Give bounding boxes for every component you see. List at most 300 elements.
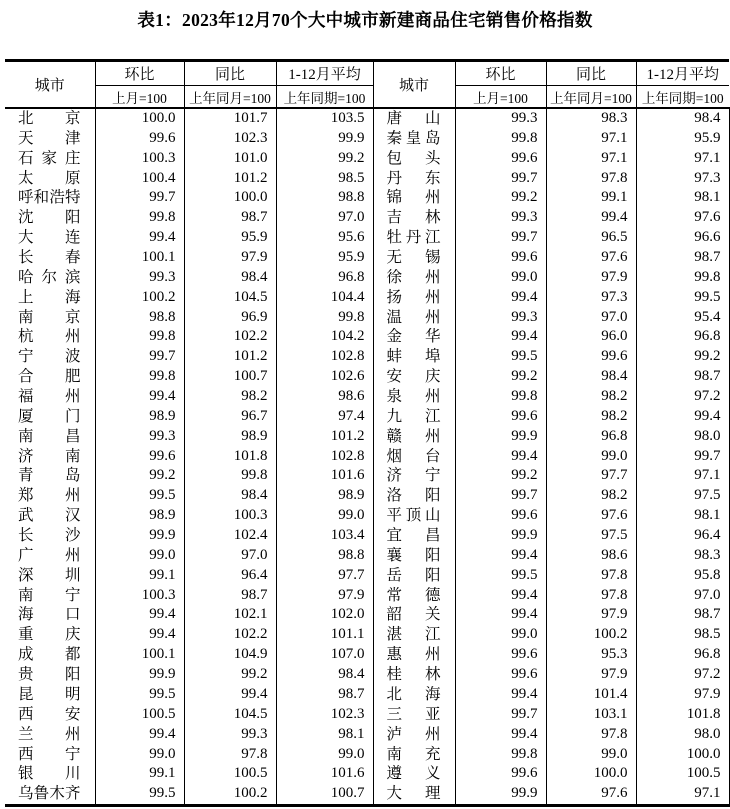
value-cell: 99.0: [546, 745, 636, 765]
value-cell: 97.1: [636, 466, 729, 486]
value-cell: 98.7: [184, 586, 276, 606]
table-row: [5, 327, 729, 347]
city-cell: [5, 447, 95, 467]
city-name: 韶 关: [386, 606, 441, 624]
value-cell: 99.5: [95, 784, 184, 805]
city-name: 扬 州: [386, 288, 441, 306]
header-cell-avg-base-left: 上年同期=100: [276, 86, 373, 109]
value-cell: 104.5: [184, 288, 276, 308]
value-cell: 99.5: [455, 566, 546, 586]
value-cell: 99.2: [95, 466, 184, 486]
table-row: [5, 506, 729, 526]
value-cell: 98.8: [95, 308, 184, 328]
table-row: [5, 108, 729, 129]
value-cell: 99.9: [95, 665, 184, 685]
value-cell: 99.0: [546, 447, 636, 467]
city-cell: [5, 546, 95, 566]
value-cell: 99.8: [184, 466, 276, 486]
value-cell: 97.9: [636, 685, 729, 705]
header-cell-mom-left: 环比: [95, 61, 184, 86]
value-cell: 99.6: [455, 248, 546, 268]
city-cell: [373, 268, 455, 288]
value-cell: 100.0: [546, 764, 636, 784]
table-row: [5, 685, 729, 705]
value-cell: 99.1: [95, 764, 184, 784]
value-cell: 99.8: [636, 268, 729, 288]
table-body: [5, 108, 729, 806]
table-row: [5, 526, 729, 546]
value-cell: 96.9: [184, 308, 276, 328]
city-name: 赣 州: [386, 427, 441, 445]
value-cell: 97.9: [546, 268, 636, 288]
value-cell: 99.6: [455, 149, 546, 169]
value-cell: 98.5: [276, 169, 373, 189]
city-name: 南 充: [386, 745, 441, 763]
value-cell: 100.3: [95, 586, 184, 606]
city-name: 济 宁: [386, 467, 441, 485]
value-cell: 97.1: [546, 149, 636, 169]
value-cell: 97.0: [546, 308, 636, 328]
value-cell: 99.6: [546, 347, 636, 367]
city-cell: [373, 347, 455, 367]
value-cell: 101.6: [276, 764, 373, 784]
value-cell: 103.4: [276, 526, 373, 546]
city-cell: [373, 149, 455, 169]
value-cell: 100.0: [636, 745, 729, 765]
value-cell: 99.8: [95, 327, 184, 347]
city-cell: [5, 208, 95, 228]
value-cell: 98.7: [636, 248, 729, 268]
value-cell: 99.6: [455, 665, 546, 685]
value-cell: 103.5: [276, 108, 373, 129]
city-cell: [5, 605, 95, 625]
value-cell: 99.7: [95, 188, 184, 208]
value-cell: 99.5: [95, 685, 184, 705]
value-cell: 97.8: [546, 725, 636, 745]
city-cell: [5, 566, 95, 586]
table-row: [5, 288, 729, 308]
city-name: 徐 州: [386, 268, 441, 286]
value-cell: 98.2: [546, 407, 636, 427]
value-cell: 99.4: [455, 546, 546, 566]
table-row: [5, 447, 729, 467]
value-cell: 99.3: [455, 308, 546, 328]
city-cell: [5, 645, 95, 665]
value-cell: 99.4: [95, 605, 184, 625]
value-cell: 99.0: [276, 745, 373, 765]
city-name: 长 沙: [18, 527, 81, 545]
table-row: [5, 149, 729, 169]
value-cell: 98.8: [276, 188, 373, 208]
city-cell: [373, 308, 455, 328]
city-name: 遵 义: [386, 765, 441, 783]
city-cell: [373, 526, 455, 546]
city-name: 哈 尔 滨: [18, 268, 81, 286]
city-cell: [373, 725, 455, 745]
city-name: 秦 皇 岛: [386, 129, 441, 147]
value-cell: 99.2: [455, 466, 546, 486]
city-name: 济 南: [18, 447, 81, 465]
city-cell: [373, 625, 455, 645]
value-cell: 97.8: [546, 566, 636, 586]
table-row: [5, 248, 729, 268]
header-row-1: [5, 61, 729, 86]
value-cell: 99.5: [95, 486, 184, 506]
value-cell: 98.6: [276, 387, 373, 407]
value-cell: 98.4: [546, 367, 636, 387]
value-cell: 99.6: [455, 764, 546, 784]
city-cell: [5, 526, 95, 546]
value-cell: 96.8: [276, 268, 373, 288]
value-cell: 97.3: [636, 169, 729, 189]
value-cell: 99.5: [455, 347, 546, 367]
city-cell: [373, 566, 455, 586]
value-cell: 96.7: [184, 407, 276, 427]
table-row: [5, 367, 729, 387]
city-cell: [373, 546, 455, 566]
header-cell-city-left: 城市: [5, 61, 95, 109]
city-cell: [373, 784, 455, 805]
value-cell: 99.7: [455, 705, 546, 725]
city-name: 西 安: [18, 705, 81, 723]
city-name: 福 州: [18, 388, 81, 406]
city-cell: [5, 149, 95, 169]
value-cell: 97.3: [546, 288, 636, 308]
header-cell-yoy-right: 同比: [546, 61, 636, 86]
value-cell: 98.7: [636, 605, 729, 625]
value-cell: 101.7: [184, 108, 276, 129]
table-row: [5, 605, 729, 625]
value-cell: 98.9: [276, 486, 373, 506]
city-name: 安 庆: [386, 368, 441, 386]
value-cell: 98.3: [546, 108, 636, 129]
city-name: 大 理: [386, 785, 441, 803]
city-cell: [5, 427, 95, 447]
value-cell: 100.5: [636, 764, 729, 784]
value-cell: 99.6: [95, 447, 184, 467]
value-cell: 97.9: [546, 605, 636, 625]
table-row: [5, 169, 729, 189]
value-cell: 103.1: [546, 705, 636, 725]
value-cell: 99.7: [455, 228, 546, 248]
city-cell: [5, 347, 95, 367]
value-cell: 99.4: [455, 685, 546, 705]
value-cell: 97.9: [276, 586, 373, 606]
city-cell: [373, 447, 455, 467]
city-name: 石 家 庄: [18, 149, 81, 167]
city-name: 洛 阳: [386, 487, 441, 505]
value-cell: 99.1: [546, 188, 636, 208]
city-name: 重 庆: [18, 626, 81, 644]
city-name: 银 川: [18, 765, 81, 783]
value-cell: 102.1: [184, 605, 276, 625]
value-cell: 98.2: [546, 387, 636, 407]
city-cell: [373, 506, 455, 526]
city-name: 锦 州: [386, 189, 441, 207]
value-cell: 99.3: [455, 108, 546, 129]
value-cell: 98.8: [276, 546, 373, 566]
city-name: 北 京: [18, 110, 81, 127]
value-cell: 99.9: [455, 526, 546, 546]
value-cell: 102.6: [276, 367, 373, 387]
city-name: 无 锡: [386, 249, 441, 267]
header-row-2: [5, 86, 729, 109]
price-index-table: [5, 59, 730, 807]
header-cell-avg-left: 1-12月平均: [276, 61, 373, 86]
city-cell: [373, 764, 455, 784]
value-cell: 102.8: [276, 447, 373, 467]
value-cell: 97.5: [546, 526, 636, 546]
value-cell: 98.9: [95, 407, 184, 427]
city-cell: [373, 466, 455, 486]
value-cell: 96.8: [636, 327, 729, 347]
header-cell-yoy-base-left: 上年同月=100: [184, 86, 276, 109]
value-cell: 104.4: [276, 288, 373, 308]
city-cell: [5, 108, 95, 129]
city-cell: [5, 665, 95, 685]
value-cell: 99.7: [95, 347, 184, 367]
city-name: 昆 明: [18, 685, 81, 703]
value-cell: 99.8: [276, 308, 373, 328]
city-cell: [373, 605, 455, 625]
value-cell: 99.3: [95, 427, 184, 447]
value-cell: 100.1: [95, 645, 184, 665]
header-cell-mom-right: 环比: [455, 61, 546, 86]
city-cell: [373, 427, 455, 447]
table-row: [5, 745, 729, 765]
city-name: 上 海: [18, 288, 81, 306]
value-cell: 96.5: [546, 228, 636, 248]
value-cell: 97.6: [546, 248, 636, 268]
table-row: [5, 486, 729, 506]
value-cell: 97.9: [546, 665, 636, 685]
value-cell: 104.2: [276, 327, 373, 347]
city-name: 丹 东: [386, 169, 441, 187]
header-cell-avg-right: 1-12月平均: [636, 61, 729, 86]
city-cell: [373, 228, 455, 248]
table-row: [5, 546, 729, 566]
value-cell: 99.8: [455, 129, 546, 149]
value-cell: 107.0: [276, 645, 373, 665]
value-cell: 99.4: [95, 228, 184, 248]
table-row: [5, 347, 729, 367]
city-name: 牡 丹 江: [386, 229, 441, 247]
value-cell: 99.3: [455, 208, 546, 228]
value-cell: 99.0: [455, 268, 546, 288]
city-name: 杭 州: [18, 328, 81, 346]
value-cell: 97.0: [184, 546, 276, 566]
city-name: 郑 州: [18, 487, 81, 505]
city-cell: [5, 586, 95, 606]
city-cell: [373, 407, 455, 427]
value-cell: 98.5: [636, 625, 729, 645]
city-name: 唐 山: [386, 110, 441, 127]
value-cell: 95.6: [276, 228, 373, 248]
city-cell: [5, 625, 95, 645]
header-cell-avg-base-right: 上年同期=100: [636, 86, 729, 109]
city-cell: [5, 764, 95, 784]
city-cell: [373, 188, 455, 208]
value-cell: 99.1: [95, 566, 184, 586]
city-cell: [5, 129, 95, 149]
city-cell: [373, 586, 455, 606]
city-name: 合 肥: [18, 368, 81, 386]
table-row: [5, 308, 729, 328]
value-cell: 100.2: [95, 288, 184, 308]
table-row: [5, 387, 729, 407]
city-name: 三 亚: [386, 705, 441, 723]
value-cell: 99.4: [455, 447, 546, 467]
value-cell: 102.2: [184, 625, 276, 645]
value-cell: 95.8: [636, 566, 729, 586]
city-name: 湛 江: [386, 626, 441, 644]
city-name: 泉 州: [386, 388, 441, 406]
value-cell: 98.9: [184, 427, 276, 447]
city-cell: [373, 665, 455, 685]
city-name: 常 德: [386, 586, 441, 604]
value-cell: 99.4: [546, 208, 636, 228]
value-cell: 96.0: [546, 327, 636, 347]
value-cell: 99.0: [95, 546, 184, 566]
table-row: [5, 586, 729, 606]
value-cell: 99.3: [184, 725, 276, 745]
value-cell: 99.4: [184, 685, 276, 705]
city-cell: [5, 486, 95, 506]
value-cell: 99.7: [455, 169, 546, 189]
city-cell: [373, 685, 455, 705]
city-cell: [5, 169, 95, 189]
value-cell: 99.0: [455, 625, 546, 645]
value-cell: 97.6: [636, 208, 729, 228]
value-cell: 102.2: [184, 327, 276, 347]
city-name: 兰 州: [18, 725, 81, 743]
table-row: [5, 427, 729, 447]
value-cell: 100.5: [95, 705, 184, 725]
table-row: [5, 268, 729, 288]
city-cell: [5, 387, 95, 407]
value-cell: 97.1: [546, 129, 636, 149]
city-cell: [5, 288, 95, 308]
city-cell: [373, 387, 455, 407]
value-cell: 97.7: [546, 466, 636, 486]
city-name: 桂 林: [386, 666, 441, 684]
city-name: 襄 阳: [386, 546, 441, 564]
city-name: 厦 门: [18, 407, 81, 425]
city-cell: [5, 367, 95, 387]
city-name: 蚌 埠: [386, 348, 441, 366]
value-cell: 99.9: [276, 129, 373, 149]
value-cell: 100.4: [95, 169, 184, 189]
city-name: 平 顶 山: [386, 507, 441, 525]
value-cell: 97.6: [546, 784, 636, 805]
city-cell: [373, 248, 455, 268]
city-name: 太 原: [18, 169, 81, 187]
city-name: 宁 波: [18, 348, 81, 366]
value-cell: 102.3: [276, 705, 373, 725]
value-cell: 97.5: [636, 486, 729, 506]
value-cell: 98.4: [636, 108, 729, 129]
value-cell: 97.9: [184, 248, 276, 268]
value-cell: 102.8: [276, 347, 373, 367]
value-cell: 100.7: [184, 367, 276, 387]
value-cell: 99.4: [455, 725, 546, 745]
table-row: [5, 188, 729, 208]
value-cell: 97.8: [184, 745, 276, 765]
value-cell: 99.4: [95, 387, 184, 407]
value-cell: 100.0: [95, 108, 184, 129]
value-cell: 104.9: [184, 645, 276, 665]
table-row: [5, 208, 729, 228]
value-cell: 99.2: [455, 188, 546, 208]
table-row: [5, 725, 729, 745]
value-cell: 100.2: [184, 784, 276, 805]
value-cell: 95.9: [184, 228, 276, 248]
value-cell: 95.9: [636, 129, 729, 149]
value-cell: 99.4: [455, 288, 546, 308]
value-cell: 99.8: [455, 387, 546, 407]
table-row: [5, 625, 729, 645]
table-row: [5, 566, 729, 586]
city-name: 九 江: [386, 407, 441, 425]
value-cell: 100.5: [184, 764, 276, 784]
city-cell: [5, 466, 95, 486]
value-cell: 100.7: [276, 784, 373, 805]
city-cell: [5, 784, 95, 805]
city-cell: [373, 129, 455, 149]
value-cell: 99.8: [95, 208, 184, 228]
header-cell-yoy-left: 同比: [184, 61, 276, 86]
value-cell: 97.8: [546, 169, 636, 189]
value-cell: 99.7: [455, 486, 546, 506]
value-cell: 101.4: [546, 685, 636, 705]
table-row: [5, 407, 729, 427]
city-cell: [5, 228, 95, 248]
value-cell: 101.2: [184, 347, 276, 367]
value-cell: 99.3: [95, 268, 184, 288]
value-cell: 98.1: [636, 188, 729, 208]
city-cell: [373, 705, 455, 725]
city-cell: [373, 108, 455, 129]
value-cell: 96.8: [636, 645, 729, 665]
table-row: [5, 129, 729, 149]
value-cell: 101.8: [184, 447, 276, 467]
city-cell: [5, 327, 95, 347]
page-title: 表1：2023年12月70个大中城市新建商品住宅销售价格指数: [137, 10, 593, 30]
value-cell: 101.2: [184, 169, 276, 189]
city-name: 南 宁: [18, 586, 81, 604]
city-name: 宜 昌: [386, 527, 441, 545]
city-name: 呼 和 浩 特: [18, 189, 81, 207]
city-name: 岳 阳: [386, 566, 441, 584]
city-name: 包 头: [386, 149, 441, 167]
value-cell: 98.2: [546, 486, 636, 506]
city-cell: [373, 208, 455, 228]
city-cell: [5, 705, 95, 725]
city-name: 成 都: [18, 646, 81, 664]
header-cell-city-right: 城市: [373, 61, 455, 109]
city-cell: [5, 308, 95, 328]
value-cell: 100.2: [546, 625, 636, 645]
value-cell: 99.0: [95, 745, 184, 765]
value-cell: 99.0: [276, 506, 373, 526]
table-row: [5, 466, 729, 486]
city-name: 乌 鲁 木 齐: [18, 785, 81, 803]
value-cell: 98.2: [184, 387, 276, 407]
value-cell: 99.2: [184, 665, 276, 685]
value-cell: 99.6: [95, 129, 184, 149]
value-cell: 97.4: [276, 407, 373, 427]
value-cell: 97.2: [636, 387, 729, 407]
